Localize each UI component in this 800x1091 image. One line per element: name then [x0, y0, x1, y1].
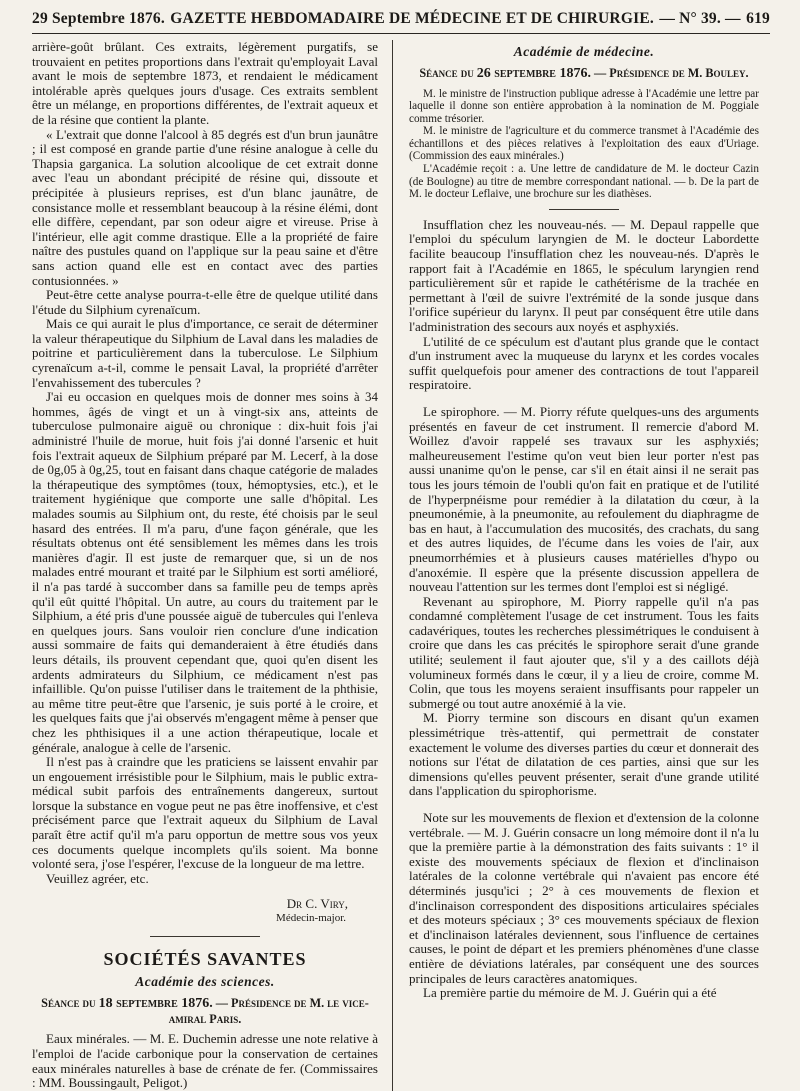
session-prefix: Séance du [41, 996, 96, 1011]
letter-closing: Veuillez agréer, etc. [46, 870, 149, 886]
report-paragraph: La première partie du mémoire de M. J. Guérin qui a été [423, 985, 717, 1001]
session-date: 26 septembre 1876. [476, 66, 591, 81]
session-heading [32, 996, 378, 1026]
report-paragraph: Le spirophore. — M. Piorry réfute quelques-uns des arguments présentés en faveur de cet instrument. Il remercie d'abord M. Woillez d'avoir rappelé ses travaux sur les asphyxiés; malheureusement l'estime qu'on veut bien leur porter n'est pas aussi unanime qu'on le pense, car s'il en était ainsi il ne serait pas tous les jours témoin de l'oubli qu'on fait en pratique et de l'utilité de l'hyperpnéisme pour remédier à la dilatation du cœur, à la pneumonémie, à la pneumonite, au refoulement du diaphragme de bas en haut, à l'accumulation des mucosités, des crachats, du sang et des autres liquides, de l'écume dans les voies de l'air, aux pneumorrhémies et à plusieurs causes matérielles d'hypo ou d'anoxémie. Il espère que la présente discussion appellera de nouveau l'attention sur les termes dont l'emploi est si négligé. [409, 403, 759, 595]
report-paragraph: Insufflation chez les nouveau-nés. — M. Depaul rappelle que l'emploi du spéculum laryngien de M. le docteur Labordette facilite beaucoup l'insufflation chez les nouveau-nés. D'après le rapport fait à l'Académie en 1865, le spéculum laryngien rend particulièrement sûr et rapide le cathétérisme de la trachée en permettant à l'œil de suivre l'extrémité de la sonde jusque dans l'orifice supérieur du larynx. Il peut par conséquent être utile dans l'administration des secours aux noyés et asphyxiés. [409, 216, 759, 334]
report-paragraph: Note sur les mouvements de flexion et d'extension de la colonne vertébrale. — M. J. Guérin consacre un long mémoire dont il n'a lu que la première partie à la démonstration des faits suivants : 1° il existe des mouvements spéciaux de flexion et d'inclinaison latérales de la colonne vertébrale qui n'avaient pas encore été déterminés jusqu'ici ; 2° à ces mouvements de flexion et d'inclinaison correspondent des dispositions articulaires spéciales et des moteurs spéciaux ; 3° ces mouvements spéciaux de flexion et d'inclinaison latérales deviennent, sous l'influence de certaines causes, le point de départ et les premiers phénomènes d'une classe entière de déviations latérales, par conséquent une des sources principales de leurs caractères anatomiques. [409, 810, 759, 986]
letter-paragraph: Mais ce qui aurait le plus d'importance, ce serait de déterminer la valeur thérapeutique du Silphium de Laval dans les maladies de poitrine et particulièrement dans la tuberculose. Le Silphium cyrenaïcum a-t-il, comme le pensait Laval, la propriété d'arrêter l'envahissement des tubercules ? [32, 316, 378, 390]
section-divider [150, 936, 260, 937]
report-paragraph: L'utilité de ce spéculum est d'autant plus grande que le contact d'un instrument avec la muqueuse du larynx et les cordes vocales suffit quelquefois pour amener des contractions de tout l'appareil respiratoire. [409, 333, 759, 393]
minutes-item: M. le ministre de l'instruction publique adresse à l'Académie une lettre par laquelle il donne son entière approbation à la nomination de M. Poggiale comme trésorier. [409, 87, 759, 125]
header-date: 29 Septembre 1876. [32, 10, 165, 27]
column-rule [392, 40, 393, 1091]
divider [549, 209, 619, 210]
academy-heading: Académie de médecine. [513, 44, 655, 59]
report-paragraph: Eaux minérales. — M. E. Duchemin adresse une note relative à l'emploi de l'acide carbonique pour la conservation de certaines eaux minérales naturelles à base de crénate de fer. (Commissaires : MM. Boussingault, Peligot.) [32, 1031, 378, 1091]
running-header [32, 0, 770, 34]
signature-name: Dr C. Viry, [286, 896, 348, 912]
session-prefix: Séance du [419, 66, 474, 80]
issue-number: — N° 39. — [659, 10, 741, 27]
session-presidency: — Présidence de M. Bouley. [594, 66, 749, 80]
letter-paragraph: J'ai eu occasion en quelques mois de donner mes soins à 34 hommes, âgés de vingt et un à vingt-six ans, atteints de tuberculose pulmonaire aiguë ou chronique : dix-huit fois j'ai administré l'huile de morue, huit fois j'ai donné l'arsenic et huit fois l'extrait aqueux de Silphium préparé par M. Lecerf, à la dose de 0g,05 à 0g,25, tout en faisant dans chaque catégorie de malades la thérapeutique des symptômes (toux, hémoptysies, etc.), et le traitement hygiénique que comporte une salle d'hôpital. Les malades soumis au Silphium ont, du reste, été choisis par le seul hasard des entrées. Il m'a paru, d'une façon générale, que les résultats obtenus ont été sensiblement les mêmes dans les trois manières d'agir. Il est juste de remarquer que, si un de nos malades entré mourant et traité par le Silphium est sorti amélioré, il n'a pas tardé à succomber dans sa famille peu de temps après qu'il eût quitté l'hôpital. Un autre, au cours du traitement par le Silphium, a été pris d'une poussée aiguë de tubercules qui l'enleva en quelques jours. Sans vouloir rien conclure d'une indication aussi sommaire de faits qui demanderaient à être étudiés dans leurs détails, ils prouvent cependant que, quoi qu'en disent les ardents admirateurs du Silphium, ce médicament n'est pas infaillible. Qu'on puisse l'utiliser dans le traitement de la phthisie, au même titre peut-être que l'arsenic, je suis porté à le croire, et les quelques faits que j'ai observés m'engagent même à penser que chez les phthisiques il a une action thérapeutique, locale et générale, analogue à celle de l'arsenic. [32, 389, 378, 755]
report-paragraph: M. Piorry termine son discours en disant qu'un examen plessimétrique très-attentif, qui permettrait de constater exactement le volume des diverses parties du cœur et donnerait des notions sur l'état de dilatation de ces parties, ainsi que sur les dimensions qu'elles peuvent présenter, serait d'une grande utilité dans l'application du spirophorisme. [409, 710, 759, 799]
letter-paragraph: Il n'est pas à craindre que les praticiens se laissent envahir par un engouement irrésistible pour le Silphium, mais le public extra-médical subit parfois des entraînements dangereux, surtout lorsque la substance en vogue peut ne pas être inoffensive, et c'est précisément parce que l'extrait aqueux du Silphium de Laval paraît être actif qu'il m'a paru opportun de mettre sous vos yeux ces documents quelque incomplets qu'ils soient. Ma bonne volonté sera, j'ose l'espérer, l'excuse de la longueur de ma lettre. [32, 754, 378, 872]
session-heading [409, 66, 759, 82]
session-presidency: — Présidence de M. le vice-amiral Paris. [168, 996, 369, 1026]
journal-title: GAZETTE HEBDOMADAIRE DE MÉDECINE ET DE CHIRURGIE. [170, 10, 654, 27]
report-paragraph: Revenant au spirophore, M. Piorry rappelle qu'il n'a pas condamné complètement l'usage de cet instrument. Tous les faits cadavériques, toutes les recherches plessimétriques le conduisent à croire que dans les cas précités le spirophore serait d'une grande utilité; seulement il faut ajouter que, s'il y a des caillots déjà volumineux formés dans le cœur, il y a lieu de croire, comme M. Colin, que tous les moyens seraient insuffisants pour rappeler un submergé ou tout autre anoxémié à la vie. [409, 593, 759, 711]
two-column-body [32, 40, 770, 1091]
minutes-item: M. le ministre de l'agriculture et du commerce transmet à l'Académie des échantillons et des pièces relatives à l'exploitation des eaux d'Uriage. (Commission des eaux minérales.) [409, 125, 759, 163]
right-column [397, 40, 759, 1091]
signature-role: Médecin-major. [276, 912, 346, 925]
letter-paragraph: arrière-goût brûlant. Ces extraits, légèrement purgatifs, se trouvaient en petites proportions dans l'extrait qu'employait Laval avant le mois de septembre 1873, et rendaient le médicament intolérable après quelques jours d'usage. Ces extraits semblent être un mélange, en proportions différentes, de l'extrait aqueux et de la résine que contient la plante. [32, 39, 378, 127]
session-date: 18 septembre 1876. [98, 996, 213, 1012]
academy-heading: Académie des sciences. [135, 974, 275, 990]
session-minutes [409, 88, 759, 201]
page-number: 619 [746, 10, 770, 27]
signature-block [32, 896, 378, 926]
section-title: SOCIÉTÉS SAVANTES [103, 949, 307, 970]
letter-paragraph: « L'extrait que donne l'alcool à 85 degrés est d'un brun jaunâtre ; il est composé en grande partie d'une résine analogue à celle du Thapsia garganica. La solution alcoolique de cet extrait donne avec l'eau un abondant précipité de résine qui, dissoute et précipitée à plusieurs reprises, est d'un blanc jaunâtre, de consistance molle et ressemblant beaucoup à la résine élémi, dont elle diffère, cependant, par son odeur aigre et vireuse. Prise à l'intérieur, elle agit comme drastique. Elle a la propriété de faire naître des pustules quand on l'applique sur la peau saine et d'être sans action quand elle est en contact avec des parties contusionnées. » [32, 126, 378, 288]
minutes-item: L'Académie reçoit : a. Une lettre de candidature de M. le docteur Cazin (de Boulogne) au titre de membre correspondant national. — b. De la part de M. le docteur Leflaive, une brochure sur les diathèses. [409, 163, 759, 201]
letter-paragraph: Peut-être cette analyse pourra-t-elle être de quelque utilité dans l'étude du Silphium cyrenaïcum. [32, 287, 378, 317]
left-column [32, 40, 388, 1091]
